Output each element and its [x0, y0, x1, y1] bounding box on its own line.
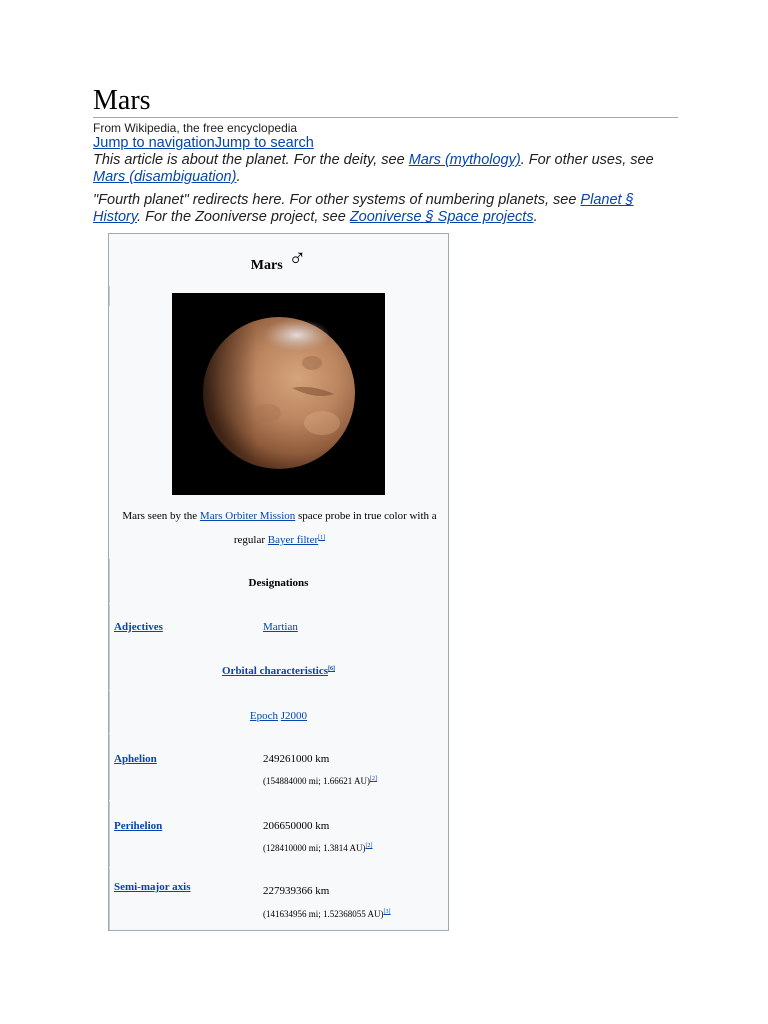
perihelion-value: 206650000 km	[263, 820, 330, 832]
bayer-filter-link[interactable]: Bayer filter	[267, 534, 319, 546]
infobox-title	[109, 246, 448, 274]
planet-history-link[interactable]: Planet § History	[93, 192, 634, 225]
caption-text: Mars seen by the	[122, 510, 200, 522]
mars-image[interactable]	[172, 293, 385, 495]
j2000-link[interactable]: J2000	[280, 710, 308, 722]
designations-header: Designations	[248, 577, 309, 589]
perihelion-label-link[interactable]: Perihelion	[114, 820, 163, 832]
zooniverse-link[interactable]: Zooniverse § Space projects	[349, 209, 534, 225]
hatnote-text: This article is about the planet. For the deity, see	[93, 152, 409, 168]
perihelion-conversion	[263, 843, 373, 853]
reference-link[interactable]: [2]	[365, 843, 373, 849]
jump-to-search-link[interactable]: Jump to search	[214, 135, 314, 151]
image-caption	[113, 505, 446, 551]
row-divider	[109, 734, 110, 800]
aphelion-label-link[interactable]: Aphelion	[114, 753, 157, 765]
semi-major-axis-label-link[interactable]: Semi-major axis	[114, 881, 191, 893]
reference-link[interactable]: [6]	[328, 666, 335, 672]
hatnote-fourth-planet	[93, 192, 673, 226]
infobox	[108, 233, 449, 931]
hatnote-text: .	[236, 169, 241, 185]
aphelion-conversion	[263, 776, 377, 786]
title-divider	[93, 117, 678, 118]
site-tagline: From Wikipedia, the free encyclopedia	[93, 121, 298, 135]
hatnote-text: . For the Zooniverse project, see	[137, 209, 350, 225]
jump-links	[93, 135, 314, 151]
hatnote-text: "Fourth planet" redirects here. For other systems of numbering planets, see	[93, 192, 581, 208]
semi-major-axis-conversion	[263, 909, 391, 919]
row-divider	[109, 868, 110, 930]
row-divider	[109, 801, 110, 867]
mars-symbol-icon: ♂	[288, 246, 307, 272]
semi-major-axis-value: 227939366 km	[263, 885, 330, 897]
epoch-link[interactable]: Epoch	[249, 710, 279, 722]
caption-text: space probe in true color with a regular	[233, 510, 437, 546]
hatnote-text: .	[533, 209, 538, 225]
reference-link[interactable]: [1]	[318, 535, 326, 541]
reference-link[interactable]: [3]	[383, 909, 391, 915]
page-title: Mars	[93, 85, 151, 116]
mars-disambiguation-link[interactable]: Mars (disambiguation)	[93, 169, 237, 185]
perihelion-conversion-text: (128410000 mi; 1.3814 AU)	[263, 843, 366, 853]
row-divider	[109, 604, 110, 648]
hatnote-text: . For other uses, see	[520, 152, 654, 168]
aphelion-value: 249261000 km	[263, 753, 330, 765]
aphelion-conversion-text: (154884000 mi; 1.66621 AU)	[263, 776, 370, 786]
reference-link[interactable]: [2]	[370, 776, 377, 782]
mars-mythology-link[interactable]: Mars (mythology)	[408, 152, 521, 168]
mars-orbiter-mission-link[interactable]: Mars Orbiter Mission	[199, 510, 296, 522]
martian-link[interactable]: Martian	[263, 621, 298, 633]
infobox-title-text: Mars	[250, 258, 283, 273]
row-divider	[109, 286, 110, 306]
orbital-characteristics-link[interactable]: Orbital characteristics	[222, 665, 328, 677]
jump-to-navigation-link[interactable]: Jump to navigation	[93, 135, 215, 151]
hatnote-planet	[93, 152, 673, 186]
mars-planet-icon	[172, 293, 385, 495]
epoch-row	[109, 710, 448, 722]
semi-major-axis-conversion-text: (141634956 mi; 1.52368055 AU)	[263, 909, 384, 919]
orbital-characteristics-header	[109, 665, 448, 677]
adjectives-label-link[interactable]: Adjectives	[114, 621, 163, 633]
